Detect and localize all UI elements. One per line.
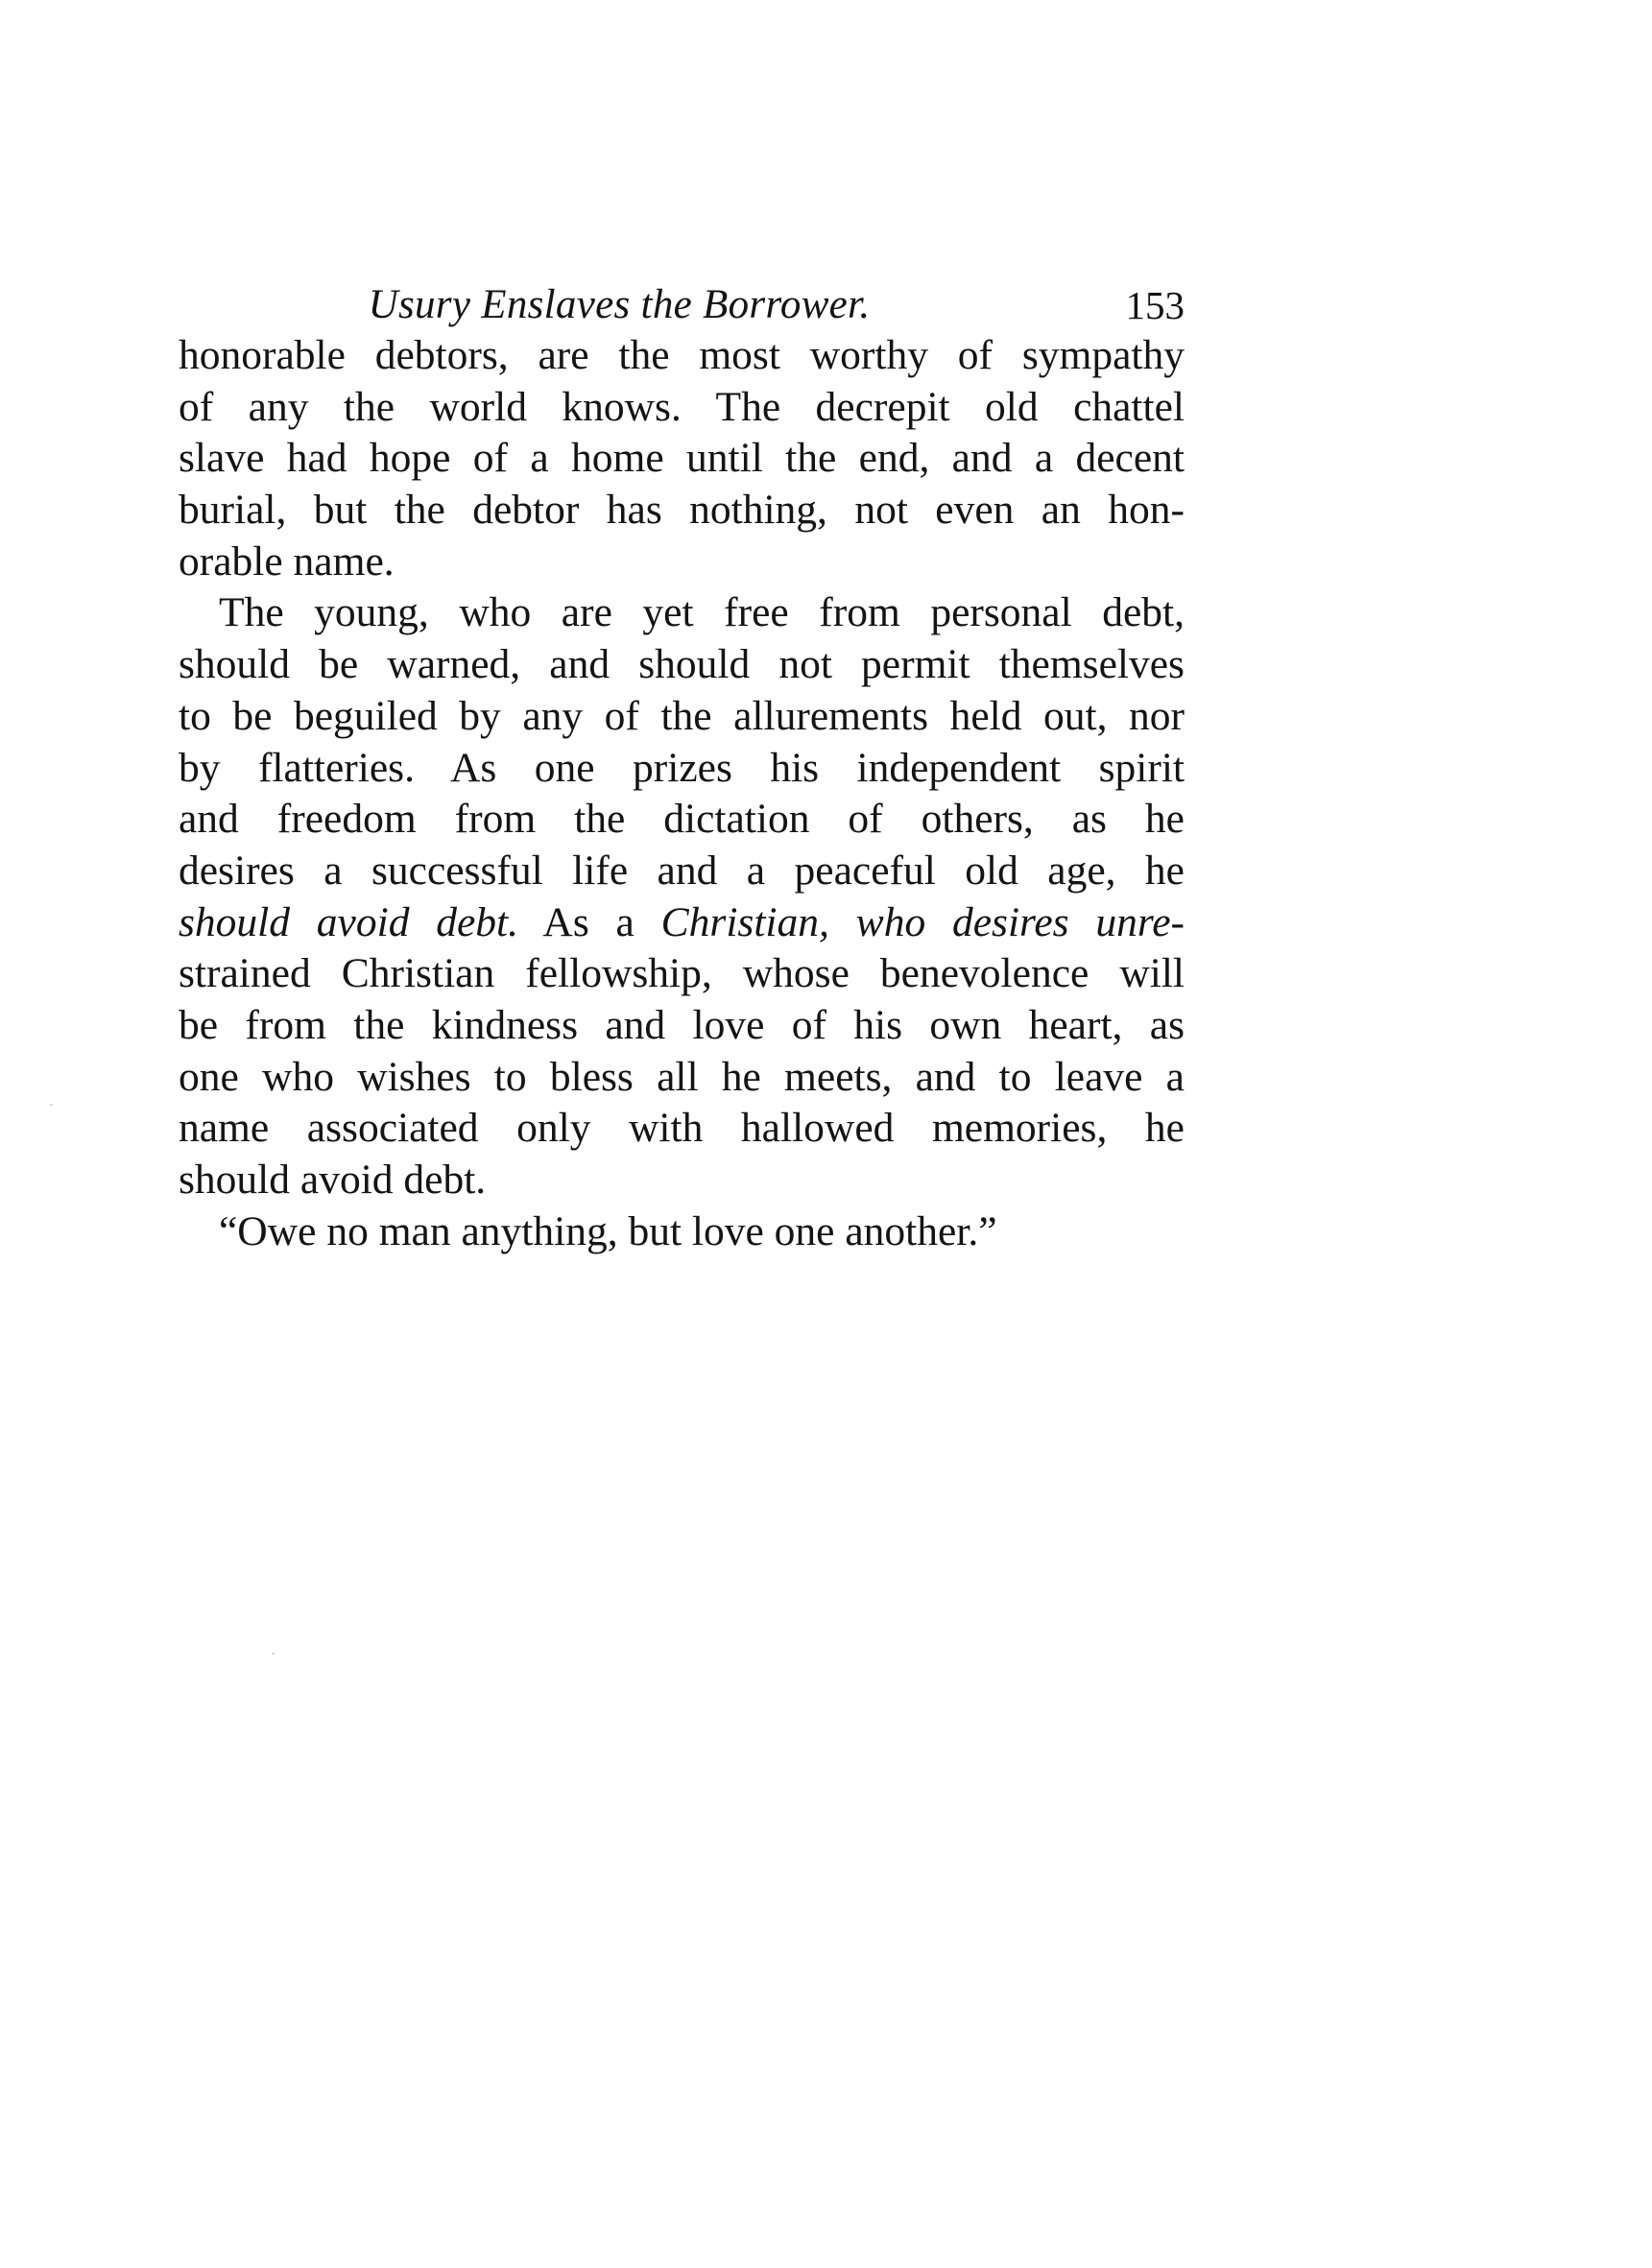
text-line: by flatteries. As one prizes his independent spirit (179, 744, 1185, 791)
text-line: honorable debtors, are the most worthy of sympathy (179, 332, 1185, 378)
text-line-mixed (179, 897, 1185, 949)
text-line: The young, who are yet free from personal debt, (219, 589, 1185, 636)
text-line: to be beguiled by any of the allurements held out, nor (179, 692, 1185, 739)
text-line: slave had hope of a home until the end, and a decent (179, 435, 1185, 482)
text-line: “Owe no man anything, but love one another.” (219, 1207, 997, 1254)
text-line: be from the kindness and love of his own heart, as (179, 1001, 1185, 1048)
italic-phrase: should avoid debt. (179, 898, 519, 945)
scan-speck (272, 1653, 275, 1655)
text-line: of any the world knows. The decrepit old chattel (179, 383, 1185, 430)
page-number: 153 (1125, 283, 1185, 327)
text-line: should avoid debt. (179, 1157, 487, 1203)
text-line: strained Christian fellowship, whose benevolence will (179, 950, 1185, 997)
text-line: should be warned, and should not permit themselves (179, 641, 1185, 688)
text-line: name associated only with hallowed memories, he (179, 1105, 1185, 1152)
text-line: orable name. (179, 537, 395, 585)
body-text (179, 330, 1185, 1257)
text-line: burial, but the debtor has nothing, not even an hon- (179, 487, 1185, 534)
italic-phrase: Christian, who desires unre- (660, 898, 1185, 945)
running-title: Usury Enslaves the Borrower. (368, 282, 871, 327)
text-line: and freedom from the dictation of others, as he (179, 796, 1185, 843)
running-head (179, 276, 1185, 334)
text-line: one who wishes to bless all he meets, and to leave a (179, 1053, 1185, 1100)
scan-speck (50, 1104, 53, 1106)
roman-phrase: As a (518, 898, 661, 945)
text-line: desires a successful life and a peaceful old age, he (179, 847, 1185, 894)
